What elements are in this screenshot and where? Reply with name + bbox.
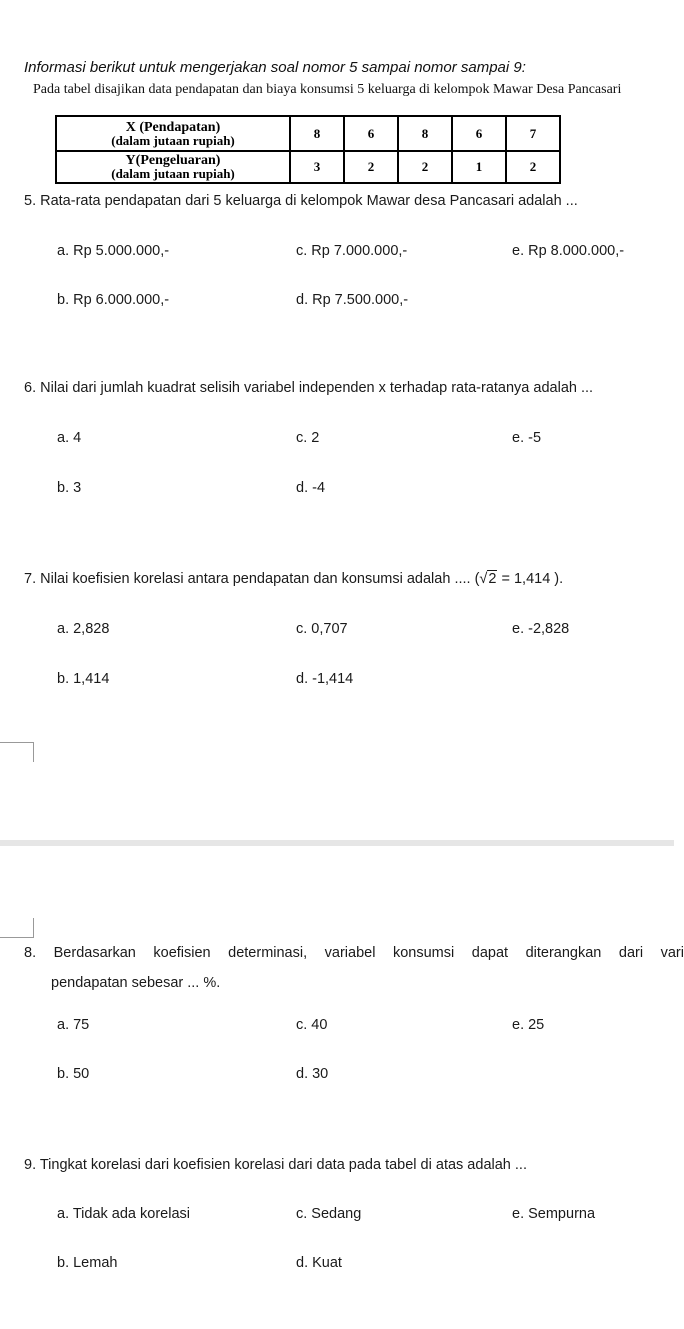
word: dari [618, 945, 644, 961]
question-7-tail: = 1,414 ). [497, 571, 564, 587]
intro-title: Informasi berikut untuk mengerjakan soal nomor 5 sampai nomor sampai 9: [24, 59, 526, 76]
question-6: 6. Nilai dari jumlah kuadrat selisih variabel independen x terhadap rata-ratanya adalah ... [24, 380, 594, 396]
table-cell: 1 [452, 151, 506, 183]
row-sublabel: (dalam jutaan rupiah) [111, 132, 235, 148]
q5-option-e[interactable]: e. Rp 8.000.000,- [512, 243, 625, 259]
question-8 [24, 938, 684, 998]
word: koefisien [153, 945, 211, 961]
q9-option-c[interactable]: c. Sedang [296, 1206, 362, 1222]
q7-option-b[interactable]: b. 1,414 [57, 671, 110, 687]
sqrt-icon: √ [479, 571, 488, 587]
table-cell: 7 [506, 116, 560, 151]
q8-option-e[interactable]: e. 25 [512, 1017, 545, 1033]
sqrt-expression [479, 571, 497, 587]
word: diterangkan [525, 945, 602, 961]
q6-option-b[interactable]: b. 3 [57, 480, 82, 496]
sqrt-radicand: 2 [488, 571, 497, 587]
word: konsumsi [392, 945, 455, 961]
q7-option-a[interactable]: a. 2,828 [57, 621, 110, 637]
q9-option-b[interactable]: b. Lemah [57, 1255, 118, 1271]
q5-option-c[interactable]: c. Rp 7.000.000,- [296, 243, 408, 259]
q8-option-b[interactable]: b. 50 [57, 1066, 90, 1082]
question-8-line2: pendapatan sebesar ... %. [51, 975, 221, 991]
q5-option-b[interactable]: b. Rp 6.000.000,- [57, 292, 170, 308]
intro-text: Pada tabel disajikan data pendapatan dan biaya konsumsi 5 keluarga di kelompok Mawar Desa Pancasari [33, 82, 622, 97]
q9-option-d[interactable]: d. Kuat [296, 1255, 342, 1271]
row-label: Y(Pengeluaran) [125, 153, 221, 168]
q9-option-a[interactable]: a. Tidak ada korelasi [57, 1206, 190, 1222]
word: Berdasarkan [53, 945, 136, 961]
table-cell: 6 [452, 116, 506, 151]
question-5: 5. Rata-rata pendapatan dari 5 keluarga di kelompok Mawar desa Pancasari adalah ... [24, 193, 578, 209]
question-7 [24, 571, 563, 587]
row-header-y [56, 151, 290, 183]
table-cell: 2 [398, 151, 452, 183]
word: dapat [471, 945, 509, 961]
q8-option-a[interactable]: a. 75 [57, 1017, 90, 1033]
row-sublabel: (dalam jutaan rupiah) [111, 166, 235, 181]
data-table [55, 115, 561, 184]
q6-option-c[interactable]: c. 2 [296, 430, 320, 446]
question-9: 9. Tingkat korelasi dari koefisien korelasi dari data pada tabel di atas adalah ... [24, 1157, 527, 1173]
q8-option-d[interactable]: d. 30 [296, 1066, 329, 1082]
row-header-x [56, 116, 290, 151]
table-cell: 2 [344, 151, 398, 183]
question-8-line1 [24, 938, 684, 968]
page-corner-mark [0, 918, 34, 938]
row-label: X (Pendapatan) [125, 119, 221, 135]
q6-option-d[interactable]: d. -4 [296, 480, 326, 496]
q5-option-d[interactable]: d. Rp 7.500.000,- [296, 292, 409, 308]
table-cell: 8 [398, 116, 452, 151]
table-cell: 6 [344, 116, 398, 151]
q7-option-c[interactable]: c. 0,707 [296, 621, 348, 637]
table-row [56, 116, 560, 151]
q6-option-e[interactable]: e. -5 [512, 430, 542, 446]
table-row [56, 151, 560, 183]
table-cell: 2 [506, 151, 560, 183]
q7-option-e[interactable]: e. -2,828 [512, 621, 570, 637]
q7-option-d[interactable]: d. -1,414 [296, 671, 354, 687]
table-cell: 3 [290, 151, 344, 183]
q8-option-c[interactable]: c. 40 [296, 1017, 328, 1033]
page-corner-mark [0, 742, 34, 762]
page-divider [0, 840, 674, 846]
question-7-text: 7. Nilai koefisien korelasi antara pendapatan dan konsumsi adalah .... ( [24, 571, 480, 587]
word: 8. [24, 945, 37, 961]
word: vari [660, 945, 684, 961]
q9-option-e[interactable]: e. Sempurna [512, 1206, 596, 1222]
word: variabel [324, 945, 376, 961]
q5-option-a[interactable]: a. Rp 5.000.000,- [57, 243, 170, 259]
table-cell: 8 [290, 116, 344, 151]
q6-option-a[interactable]: a. 4 [57, 430, 82, 446]
word: determinasi, [228, 945, 308, 961]
